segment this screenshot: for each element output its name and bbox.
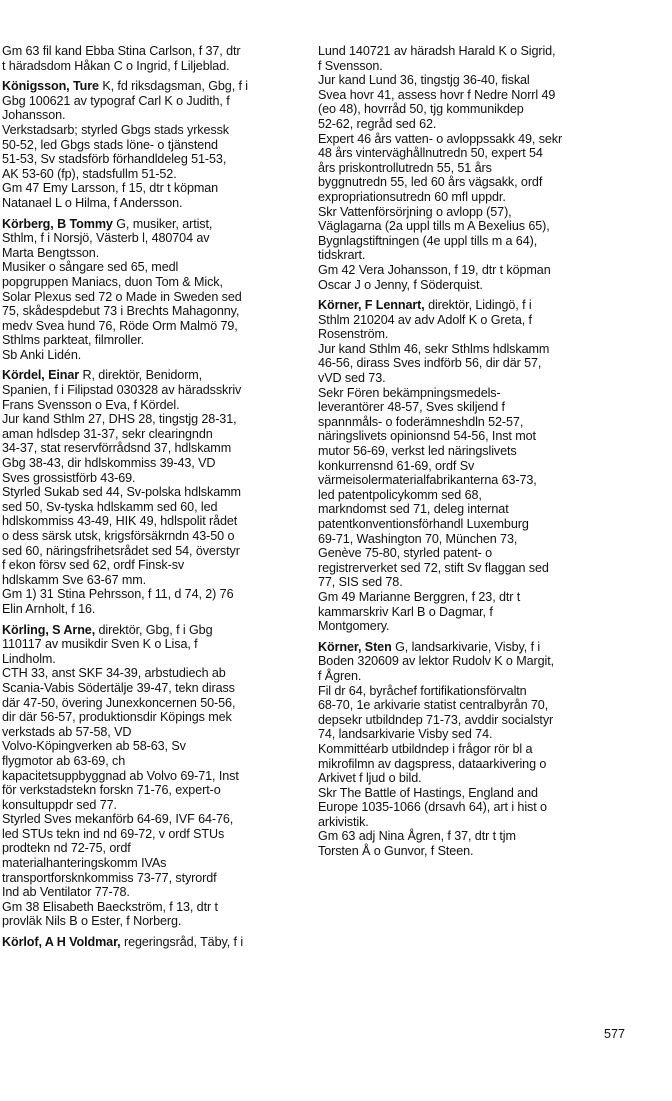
entry-line: f ekon försv sed 62, ordf Finsk-sv: [2, 558, 185, 573]
entry-line: års priskontrollutredn 55, 51 års: [318, 160, 492, 175]
entry-title: G, musiker, artist,: [112, 216, 213, 231]
entry-line: materialhanteringskomm IVAs: [2, 856, 167, 871]
entry-line: Styrled Sukab sed 44, Sv-polska hdlskamm: [2, 485, 241, 500]
entry-title: regeringsråd, Täby, f i: [120, 935, 244, 950]
entry-line: 75, skådespdebut 73 i Brechts Mahagonny,: [2, 304, 240, 319]
entry-line: 68-70, 1e arkivarie statist centralbyrån 70,: [318, 698, 549, 713]
entry-line: Bygnlagstiftningen (4e uppl tills m a 64),: [318, 233, 538, 248]
entry-heading: [2, 623, 305, 638]
right-column: [318, 44, 628, 865]
entry-line: Natanael L o Hilma, f Andersson.: [2, 195, 183, 210]
entry-heading: [2, 368, 305, 383]
entry-line: mutor 56-69, verkst led näringslivets: [318, 444, 517, 459]
entry-heading: [2, 79, 305, 94]
entry-line: transportforsknkommiss 73-77, styrordf: [2, 870, 217, 885]
entry-line: för verkstadstekn forskn 71-76, expert-o: [2, 783, 221, 798]
entry-line: Montgomery.: [318, 619, 390, 634]
register-entry: [318, 44, 628, 292]
entry-line: 46-56, dirass Sves indförb 56, dir där 57,: [318, 356, 542, 371]
entry-line: aman hdlsdep 31-37, sekr clearingndn: [2, 426, 213, 441]
entry-line: Sekr Fören bekämpningsmedels-: [318, 385, 501, 400]
register-entry: [2, 79, 305, 210]
entry-line: Gm 1) 31 Stina Pehrsson, f 11, d 74, 2) 76: [2, 587, 234, 602]
entry-line: värmeisolermaterialfabrikanterna 63-73,: [318, 473, 537, 488]
entry-line: 110117 av musikdir Sven K o Lisa, f: [2, 637, 198, 652]
entry-title: G, landsarkivarie, Visby, f i: [391, 639, 541, 654]
entry-title: R, direktör, Benidorm,: [79, 368, 203, 383]
entry-line: prodtekn nd 72-75, ordf: [2, 841, 131, 856]
entry-line: 52-62, regråd sed 62.: [318, 116, 437, 131]
entry-line: Skr Vattenförsörjning o avlopp (57),: [318, 204, 512, 219]
entry-line: Gm 38 Elisabeth Baeckström, f 13, dtr t: [2, 899, 218, 914]
entry-line: Gbg 100621 av typograf Carl K o Judith, f: [2, 93, 230, 108]
entry-line: vVD sed 73.: [318, 371, 386, 386]
entry-line: Rosenström.: [318, 327, 389, 342]
page-number: 577: [604, 1027, 626, 1041]
entry-line: spannmåls- o foderämneshdln 52-57,: [318, 414, 524, 429]
entry-line: Lund 140721 av häradsh Harald K o Sigrid,: [318, 44, 556, 58]
entry-line: 77, SIS sed 78.: [318, 575, 403, 590]
entry-line: Gm 63 adj Nina Ågren, f 37, dtr t tjm: [318, 829, 516, 844]
entry-line: byggnutredn 55, led 60 års vägsakk, ordf: [318, 175, 543, 190]
entry-line: markndomst sed 71, deleg internat: [318, 502, 509, 517]
entry-line: Lindholm.: [2, 651, 56, 666]
entry-line: 51-53, Sv stadsförb förhandldeleg 51-53,: [2, 152, 227, 167]
entry-name: Körling, S Arne,: [2, 622, 96, 637]
entry-line: Elin Arnholt, f 16.: [2, 601, 96, 616]
register-entry: [2, 217, 305, 363]
entry-line: Europe 1035-1066 (drsavh 64), art i hist o: [318, 800, 547, 815]
entry-line: Torsten Å o Gunvor, f Steen.: [318, 844, 474, 859]
entry-line: patentkonventionsförhandl Luxemburg: [318, 517, 529, 531]
entry-line: Sthlm, f i Norsjö, Västerb l, 480704 av: [2, 231, 210, 246]
entry-title: direktör, Gbg, f i Gbg: [95, 622, 213, 637]
left-column: [2, 44, 305, 956]
register-entry: [318, 298, 628, 634]
entry-title: direktör, Lidingö, f i: [424, 298, 532, 313]
entry-line: Boden 320609 av lektor Rudolv K o Margit,: [318, 654, 555, 669]
entry-line: hdlskamm Sve 63-67 mm.: [2, 572, 147, 587]
entry-line: Ind ab Ventilator 77-78.: [2, 885, 130, 900]
entry-heading: [2, 217, 305, 232]
entry-name: Körberg, B Tommy: [2, 216, 113, 231]
entry-line: Genève 75-80, styrled patent- o: [318, 546, 493, 561]
entry-line: näringslivets opinionsnd 54-56, Inst mot: [318, 429, 536, 444]
entry-line: led patentpolicykomm sed 68,: [318, 487, 482, 502]
entry-heading: [318, 640, 628, 655]
register-entry: [318, 640, 628, 859]
entry-line: konsultuppdr sed 77.: [2, 797, 117, 812]
entry-line: Oscar J o Jenny, f Söderquist.: [318, 277, 483, 292]
entry-line: Gm 47 Emy Larsson, f 15, dtr t köpman: [2, 181, 219, 196]
entry-name: Körner, F Lennart,: [318, 298, 425, 313]
entry-line: Jur kand Sthlm 46, sekr Sthlms hdlskamm: [318, 341, 550, 356]
entry-line: Sves grossistförb 43-69.: [2, 470, 136, 485]
entry-line: Musiker o sångare sed 65, medl: [2, 260, 179, 275]
entry-line: t häradsdom Håkan C o Ingrid, f Liljeblad.: [2, 58, 230, 73]
entry-line: sed 50, Sv-tyska hdlskamm sed 60, led: [2, 499, 218, 514]
entry-line: Gm 49 Marianne Berggren, f 23, dtr t: [318, 589, 521, 604]
entry-line: tidskrart.: [318, 248, 366, 263]
entry-line: Volvo-Köpingverken ab 58-63, Sv: [2, 739, 186, 754]
entry-line: Fil dr 64, byråchef fortifikationsförvaltn: [318, 683, 527, 698]
entry-line: Sthlms parkteat, filmroller.: [2, 333, 145, 348]
entry-line: Styrled Sves mekanförb 64-69, IVF 64-76,: [2, 812, 234, 827]
entry-line: Väglagarna (2a uppl tills m A Bexelius 65),: [318, 219, 550, 234]
entry-heading: [2, 935, 305, 950]
entry-line: konkurrensnd 61-69, ordf Sv: [318, 458, 475, 473]
entry-line: 48 års vinterväghållnutredn 50, expert 54: [318, 146, 543, 161]
entry-line: depsekr utbildndep 71-73, avddir socialstyr: [318, 712, 554, 727]
entry-line: CTH 33, anst SKF 34-39, arbstudiech ab: [2, 666, 226, 681]
entry-line: (eo 48), hovrråd 50, tjg kommunikdep: [318, 102, 524, 117]
entry-line: kapacitetsuppbyggnad ab Volvo 69-71, Inst: [2, 768, 239, 783]
entry-line: mikrofilmn av dagspress, dataarkivering o: [318, 756, 547, 771]
entry-line: dir där 56-57, produktionsdir Köpings mek: [2, 710, 232, 725]
entry-line: provläk Nils B o Ester, f Norberg.: [2, 914, 182, 929]
entry-line: Frans Svensson o Eva, f Kördel.: [2, 397, 180, 412]
entry-line: led STUs tekn ind nd 69-72, v ordf STUs: [2, 826, 225, 841]
entry-name: Körner, Sten: [318, 639, 392, 654]
entry-line: AK 53-60 (fp), stadsfullm 51-52.: [2, 166, 177, 181]
entry-line: o dess särsk utsk, krigsförsäkrndn 43-50 o: [2, 529, 235, 543]
entry-line: Jur kand Lund 36, tingstjg 36-40, fiskal: [318, 73, 530, 88]
entry-line: Scania-Vabis Södertälje 39-47, tekn dirass: [2, 680, 235, 695]
entry-name: Körlof, A H Voldmar,: [2, 935, 121, 950]
entry-line: f Ågren.: [318, 668, 362, 683]
register-entry: [2, 368, 305, 616]
entry-line: 74, landsarkivarie Visby sed 74.: [318, 727, 493, 742]
entry-line: 50-52, led Gbgs stads löne- o tjänstend: [2, 137, 218, 152]
entry-name: Kördel, Einar: [2, 368, 80, 383]
entry-line: verkstads ab 57-58, VD: [2, 724, 132, 739]
entry-line: popgruppen Maniacs, duon Tom & Mick,: [2, 274, 223, 289]
register-entry: [2, 44, 305, 73]
entry-line: Gm 63 fil kand Ebba Stina Carlson, f 37, dtr: [2, 44, 241, 58]
entry-line: Solar Plexus sed 72 o Made in Sweden sed: [2, 289, 242, 304]
entry-line: leverantörer 48-57, Sves skiljend f: [318, 400, 505, 415]
entry-line: arkivistik.: [318, 814, 369, 829]
entry-line: flygmotor ab 63-69, ch: [2, 753, 126, 768]
entry-line: Johansson.: [2, 108, 66, 123]
entry-line: sed 60, näringsfrihetsrådet sed 54, överstyr: [2, 543, 240, 558]
entry-line: Gm 42 Vera Johansson, f 19, dtr t köpman: [318, 262, 551, 277]
entry-heading: [318, 298, 628, 313]
entry-line: Spanien, f i Filipstad 030328 av häradsskriv: [2, 383, 242, 398]
entry-line: Marta Bengtsson.: [2, 245, 100, 260]
entry-line: medv Svea hund 76, Röde Orm Malmö 79,: [2, 318, 238, 333]
register-entry: [2, 935, 305, 950]
entry-line: där 47-50, övering Junexkoncernen 50-56,: [2, 695, 236, 710]
entry-line: kammarskriv Karl B o Dagmar, f: [318, 604, 493, 619]
entry-line: hdlskommiss 43-49, HIK 49, hdlspolit rådet: [2, 514, 238, 529]
entry-line: registrerverket sed 72, stift Sv flaggan sed: [318, 560, 549, 575]
entry-line: Sb Anki Lidén.: [2, 347, 82, 362]
entry-line: Svea hovr 41, assess hovr f Nedre Norrl 49: [318, 87, 556, 102]
entry-line: 34-37, stat reservförrådsnd 37, hdlskamm: [2, 441, 232, 456]
register-entry: [2, 623, 305, 929]
entry-line: 69-71, Washington 70, München 73,: [318, 531, 518, 546]
entry-line: expropriationsutredn 60 mfl uppdr.: [318, 189, 506, 204]
entry-line: Verkstadsarb; styrled Gbgs stads yrkessk: [2, 122, 229, 137]
entry-line: Expert 46 års vatten- o avloppssakk 49, sekr: [318, 131, 563, 146]
entry-line: Gbg 38-43, dir hdlskommiss 39-43, VD: [2, 456, 216, 471]
entry-title: K, fd riksdagsman, Gbg, f i: [98, 79, 249, 94]
entry-name: Königsson, Ture: [2, 79, 99, 94]
entry-line: Sthlm 210204 av adv Adolf K o Greta, f: [318, 312, 532, 327]
entry-line: f Svensson.: [318, 58, 383, 73]
entry-line: Jur kand Sthlm 27, DHS 28, tingstjg 28-31,: [2, 412, 237, 427]
entry-line: Kommittéarb utbildndep i frågor rör bl a: [318, 741, 533, 756]
entry-line: Arkivet f ljud o bild.: [318, 771, 422, 786]
entry-line: Skr The Battle of Hastings, England and: [318, 785, 538, 800]
